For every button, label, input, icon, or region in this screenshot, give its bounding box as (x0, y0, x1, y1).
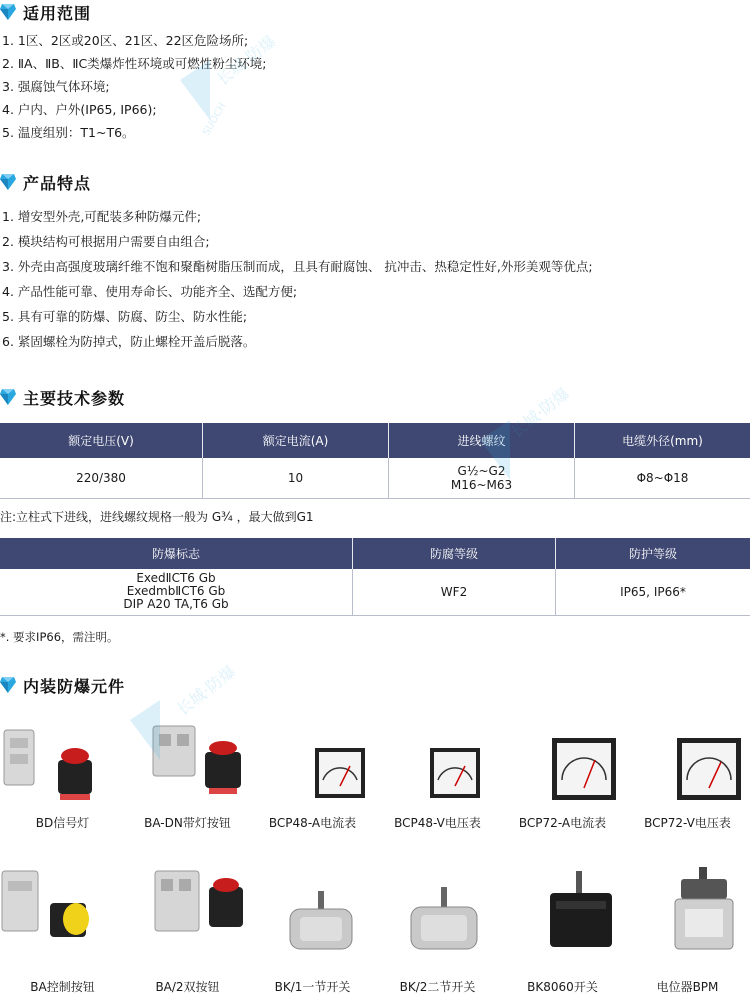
table-cell: Φ8~Φ18 (575, 458, 750, 498)
features-list (2, 204, 593, 354)
list-item: 4. 户内、户外(IP65, IP66); (2, 98, 266, 121)
table-header: 进线螺纹 (389, 423, 575, 458)
lamp-button-icon (125, 720, 250, 805)
ex-mark: ExedⅡCT6 Gb (1, 572, 351, 585)
table-cell: WF2 (353, 569, 556, 615)
component-label: BCP72-A电流表 (500, 814, 625, 831)
component-label: BK8060开关 (500, 978, 625, 995)
voltmeter-icon (625, 720, 750, 805)
list-item: 5. 具有可靠的防爆、防腐、防尘、防水性能; (2, 304, 593, 329)
table-cell-marks (0, 569, 353, 615)
table-row (0, 569, 750, 615)
svg-text:长城·防爆: 长城·防爆 (173, 662, 239, 720)
component-label: BK/2二节开关 (375, 978, 500, 995)
svg-text:长城·防爆: 长城·防爆 (507, 384, 573, 442)
list-item: 5. 温度组别：T1~T6。 (2, 121, 266, 144)
list-item: 2. 模块结构可根据用户需要自由组合; (2, 229, 593, 254)
list-item: 1. 1区、2区或20区、21区、22区危险场所; (2, 29, 266, 52)
table-row (0, 458, 750, 498)
voltmeter-icon (375, 720, 500, 805)
thread-spec-g: G½~G2 (390, 464, 573, 478)
section-params-header (0, 385, 125, 409)
component-label: BA控制按钮 (0, 978, 125, 995)
component-label: BCP48-A电流表 (250, 814, 375, 831)
section-components-header (0, 673, 125, 697)
table-header: 防爆标志 (0, 538, 353, 569)
section-title: 适用范围 (23, 1, 91, 24)
section-title: 产品特点 (23, 171, 91, 194)
component-label: BA/2双按钮 (125, 978, 250, 995)
ammeter-icon (500, 720, 625, 805)
component-label: BCP72-V电压表 (625, 814, 750, 831)
section-features-header (0, 170, 91, 194)
diamond-icon (0, 3, 16, 21)
svg-text:SUOCH: SUOCH (201, 101, 229, 138)
table-cell-thread (389, 458, 575, 498)
thread-spec-m: M16~M63 (390, 478, 573, 492)
table-header: 防腐等级 (353, 538, 556, 569)
spec-table-electrical (0, 423, 750, 499)
table-note: 注:立柱式下进线，进线螺纹规格一般为 G¾ ，最大做到G1 (0, 508, 314, 525)
list-item: 6. 紧固螺栓为防掉式，防止螺栓开盖后脱落。 (2, 329, 593, 354)
signal-lamp-icon (0, 720, 125, 805)
svg-text:长城·防爆: 长城·防爆 (213, 32, 279, 90)
list-item: 2. ⅡA、ⅡB、ⅡC类爆炸性环境或可燃性粉尘环境; (2, 52, 266, 75)
component-label: BK/1一节开关 (250, 978, 375, 995)
ammeter-icon (250, 720, 375, 805)
section-scope-header (0, 0, 91, 24)
potentiometer-icon (625, 867, 750, 952)
list-item: 3. 外壳由高强度玻璃纤维不饱和聚酯树脂压制而成，且具有耐腐蚀、 抗冲击、热稳定性好,外形美观等优点; (2, 254, 593, 279)
ex-mark: ExedmbⅡCT6 Gb (1, 585, 351, 598)
table-cell: 10 (203, 458, 389, 498)
table-header: 电缆外径(mm) (575, 423, 750, 458)
rotary-switch-icon (250, 867, 375, 952)
control-button-icon (0, 867, 125, 952)
component-label: BD信号灯 (0, 814, 125, 831)
list-item: 1. 增安型外壳,可配装多种防爆元件; (2, 204, 593, 229)
component-label: BCP48-V电压表 (375, 814, 500, 831)
ex-mark: DIP A20 TA,T6 Gb (1, 598, 351, 611)
ip-note: *. 要求IP66，需注明。 (0, 629, 119, 645)
table-header: 额定电压(V) (0, 423, 203, 458)
diamond-icon (0, 388, 16, 406)
table-cell: 220/380 (0, 458, 203, 498)
list-item: 4. 产品性能可靠、使用寿命长、功能齐全、选配方便; (2, 279, 593, 304)
double-button-icon (125, 867, 250, 952)
table-header: 防护等级 (556, 538, 750, 569)
section-title: 内装防爆元件 (23, 674, 125, 697)
rotary-switch-icon (375, 867, 500, 952)
scope-list (2, 29, 266, 144)
diamond-icon (0, 676, 16, 694)
component-label: BA-DN带灯按钮 (125, 814, 250, 831)
table-cell: IP65, IP66* (556, 569, 750, 615)
cam-switch-icon (500, 867, 625, 952)
table-header: 额定电流(A) (203, 423, 389, 458)
list-item: 3. 强腐蚀气体环境; (2, 75, 266, 98)
spec-table-protection (0, 538, 750, 616)
component-label: 电位器BPM (625, 978, 750, 995)
section-title: 主要技术参数 (23, 386, 125, 409)
diamond-icon (0, 173, 16, 191)
